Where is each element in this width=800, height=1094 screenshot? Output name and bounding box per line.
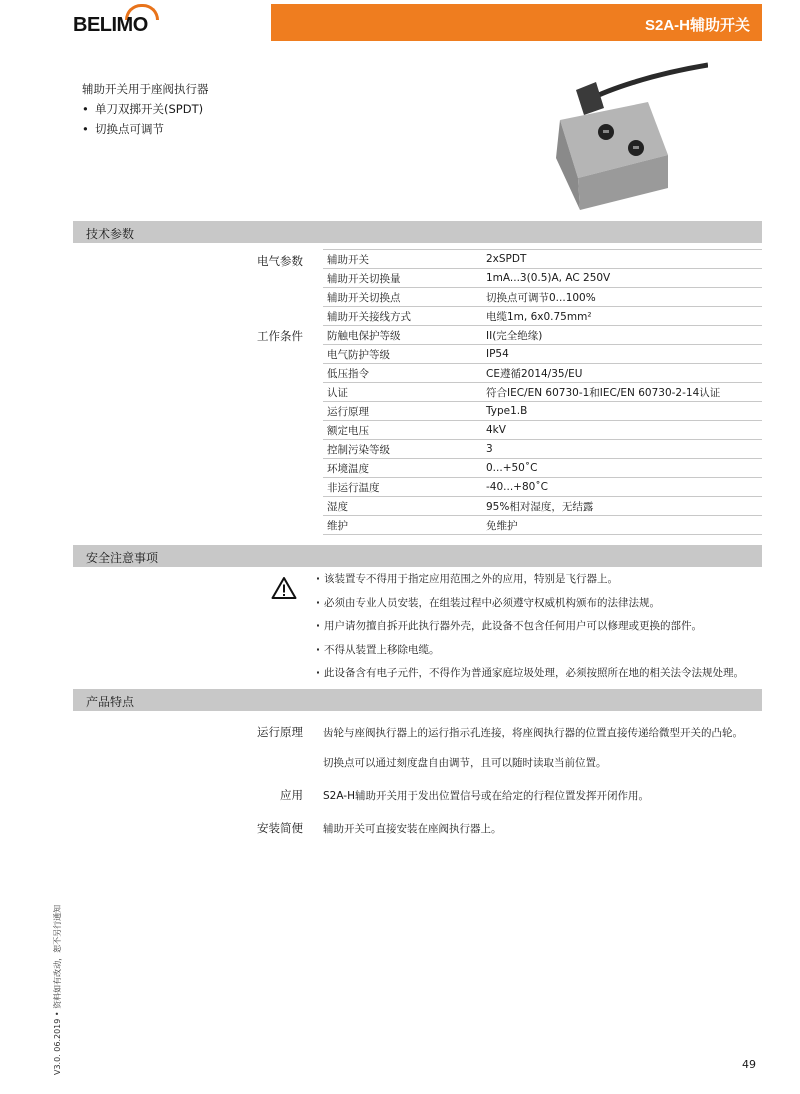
application-text: S2A-H辅助开关用于发出位置信号或在给定的行程位置发挥开闭作用。 [323,790,649,802]
spec-value: 电缆1m, 6x0.75mm² [482,307,762,326]
spec-key: 环境温度 [323,459,482,478]
logo-text: BELIMO [73,14,148,36]
spec-key: 辅助开关接线方式 [323,307,482,326]
list-item: · 此设备含有电子元件，不得作为普通家庭垃圾处理，必须按照所在地的相关法令法规处理。 [316,665,762,689]
spec-value: Type1.B [482,402,762,421]
group-electrical-label: 电气参数 [257,254,303,268]
spec-key: 运行原理 [323,402,482,421]
spec-key: 防触电保护等级 [323,326,482,345]
table-row [323,326,762,345]
spec-value: -40...+80˚C [482,478,762,497]
table-row [323,421,762,440]
spec-value: CE遵循2014/35/EU [482,364,762,383]
spec-value: 切换点可调节0...100% [482,288,762,307]
safety-list [316,571,762,689]
install-text: 辅助开关可直接安装在座阀执行器上。 [323,823,502,835]
operation-label: 运行原理 [257,725,303,739]
spec-table [323,249,762,535]
spec-key: 辅助开关切换点 [323,288,482,307]
spec-key: 控制污染等级 [323,440,482,459]
group-operating-label: 工作条件 [257,329,303,343]
table-row [323,497,762,516]
spec-value: II(完全绝缘) [482,326,762,345]
spec-key: 低压指令 [323,364,482,383]
table-row [323,345,762,364]
spec-value: IP54 [482,345,762,364]
table-row [323,288,762,307]
operation-text: 切换点可以通过刻度盘自由调节，且可以随时读取当前位置。 [323,757,607,769]
spec-value: 4kV [482,421,762,440]
table-row [323,459,762,478]
spec-value: 1mA...3(0.5)A, AC 250V [482,269,762,288]
table-row [323,364,762,383]
belimo-logo [73,4,163,38]
section-technical: 技术参数 [73,221,762,243]
operation-text: 齿轮与座阀执行器上的运行指示孔连接，将座阀执行器的位置直接传递给微型开关的凸轮。 [323,727,743,739]
table-row [323,383,762,402]
intro-bullet: • 单刀双掷开关(SPDT) [82,99,209,119]
page-title: S2A-H辅助开关 [271,4,762,41]
page-number: 49 [742,1058,756,1071]
list-item: · 必须由专业人员安装，在组装过程中必须遵守权威机构颁布的法律法规。 [316,595,762,619]
table-row [323,269,762,288]
application-label: 应用 [280,788,303,802]
spec-value: 免维护 [482,516,762,535]
list-item: · 该装置专不得用于指定应用范围之外的应用，特别是飞行器上。 [316,571,762,595]
warning-icon [271,576,297,600]
spec-value: 3 [482,440,762,459]
intro-lead: 辅助开关用于座阀执行器 [82,82,209,96]
version-note: V3.0. 06.2019 • 资料如有改动，恕不另行通知 [53,904,62,1075]
spec-key: 辅助开关 [323,250,482,269]
table-row [323,440,762,459]
table-row [323,478,762,497]
list-item: · 用户请勿擅自拆开此执行器外壳，此设备不包含任何用户可以修理或更换的部件。 [316,618,762,642]
spec-value: 0...+50˚C [482,459,762,478]
spec-key: 认证 [323,383,482,402]
table-row [323,402,762,421]
list-item: · 不得从装置上移除电缆。 [316,642,762,666]
spec-key: 维护 [323,516,482,535]
intro-block [82,79,209,139]
install-label: 安装简便 [257,821,303,835]
spec-key: 额定电压 [323,421,482,440]
spec-value: 2xSPDT [482,250,762,269]
intro-bullet: • 切换点可调节 [82,119,209,139]
spec-key: 电气防护等级 [323,345,482,364]
spec-key: 辅助开关切换量 [323,269,482,288]
table-row [323,516,762,535]
table-row [323,250,762,269]
section-features: 产品特点 [73,689,762,711]
section-safety: 安全注意事项 [73,545,762,567]
spec-value: 符合IEC/EN 60730-1和IEC/EN 60730-2-14认证 [482,383,762,402]
spec-key: 湿度 [323,497,482,516]
spec-value: 95%相对湿度，无结露 [482,497,762,516]
table-row [323,307,762,326]
spec-key: 非运行温度 [323,478,482,497]
product-image [548,60,708,220]
